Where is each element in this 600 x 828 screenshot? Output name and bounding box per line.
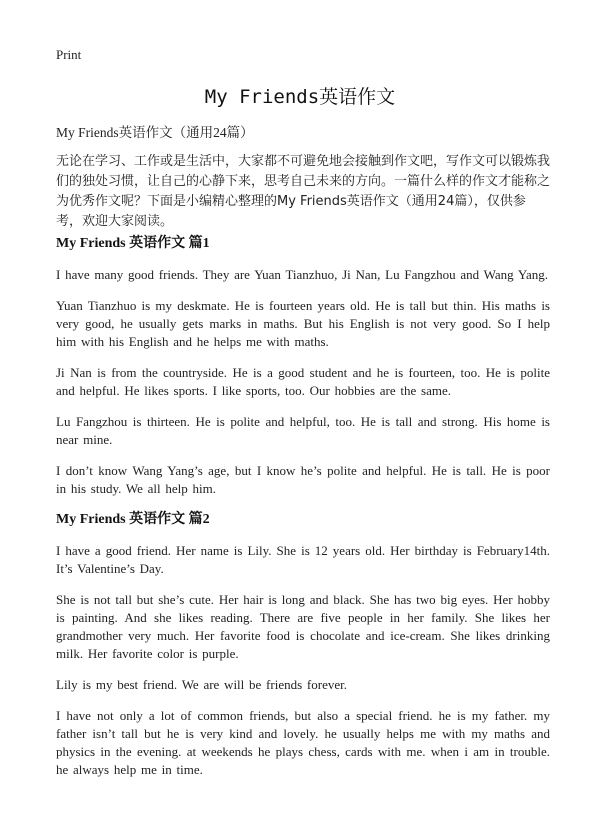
article-content <box>56 235 550 792</box>
paragraph: I have a good friend. Her name is Lily. She is 12 years old. Her birthday is February14th. It’s Valentine’s Day. <box>56 543 550 576</box>
section-heading-2: My Friends 英语作文 篇2 <box>56 512 210 527</box>
paragraph: Ji Nan is from the countryside. He is a good student and he is fourteen, too. He is polite and helpful. He likes sports. I like sports, too. Our hobbies are the same. <box>56 365 550 398</box>
page-title: My Friends英语作文 <box>204 86 396 108</box>
document-subtitle: My Friends英语作文（通用24篇） <box>56 125 254 140</box>
paragraph: I have many good friends. They are Yuan Tianzhuo, Ji Nan, Lu Fangzhou and Wang Yang. <box>56 267 549 282</box>
intro-paragraph: 无论在学习、工作或是生活中，大家都不可避免地会接触到作文吧，写作文可以锻炼我们的独处习惯，让自己的心静下来，思考自己未来的方向。一篇什么样的作文才能称之为优秀作文呢？下面是小编精心整理的My Friends英语作文（通用24篇），仅供参考，欢迎大家阅读。 <box>56 154 551 229</box>
print-link[interactable]: Print <box>56 47 82 62</box>
paragraph: I don’t know Wang Yang’s age, but I know he’s polite and helpful. He is tall. He is poor in his study. We all help him. <box>56 463 550 496</box>
paragraph: Lily is my best friend. We are will be friends forever. <box>56 677 347 692</box>
paragraph: Lu Fangzhou is thirteen. He is polite and helpful, too. He is tall and strong. His home is near mine. <box>56 414 550 447</box>
paragraph: Yuan Tianzhuo is my deskmate. He is fourteen years old. He is tall but thin. His maths is very good, he usually gets marks in maths. But his English is not very good. So I help him with his English and he helps me with maths. <box>56 298 550 349</box>
paragraph: She is not tall but she’s cute. Her hair is long and black. She has two big eyes. Her hobby is painting. And she likes reading. There are five people in her family. She likes her grandmother very much. Her favorite food is chocolate and ice-cream. She likes drinking milk. Her favorite color is purple. <box>56 592 550 661</box>
paragraph: I have not only a lot of common friends, but also a special friend. he is my father. my father isn’t tall but he is very kind and lovely. he usually helps me with my maths and physics in the evening. at weekends he plays chess, cards with me. when i am in trouble. he always help me in time. <box>56 708 550 777</box>
section-heading-1: My Friends 英语作文 篇1 <box>56 236 210 251</box>
